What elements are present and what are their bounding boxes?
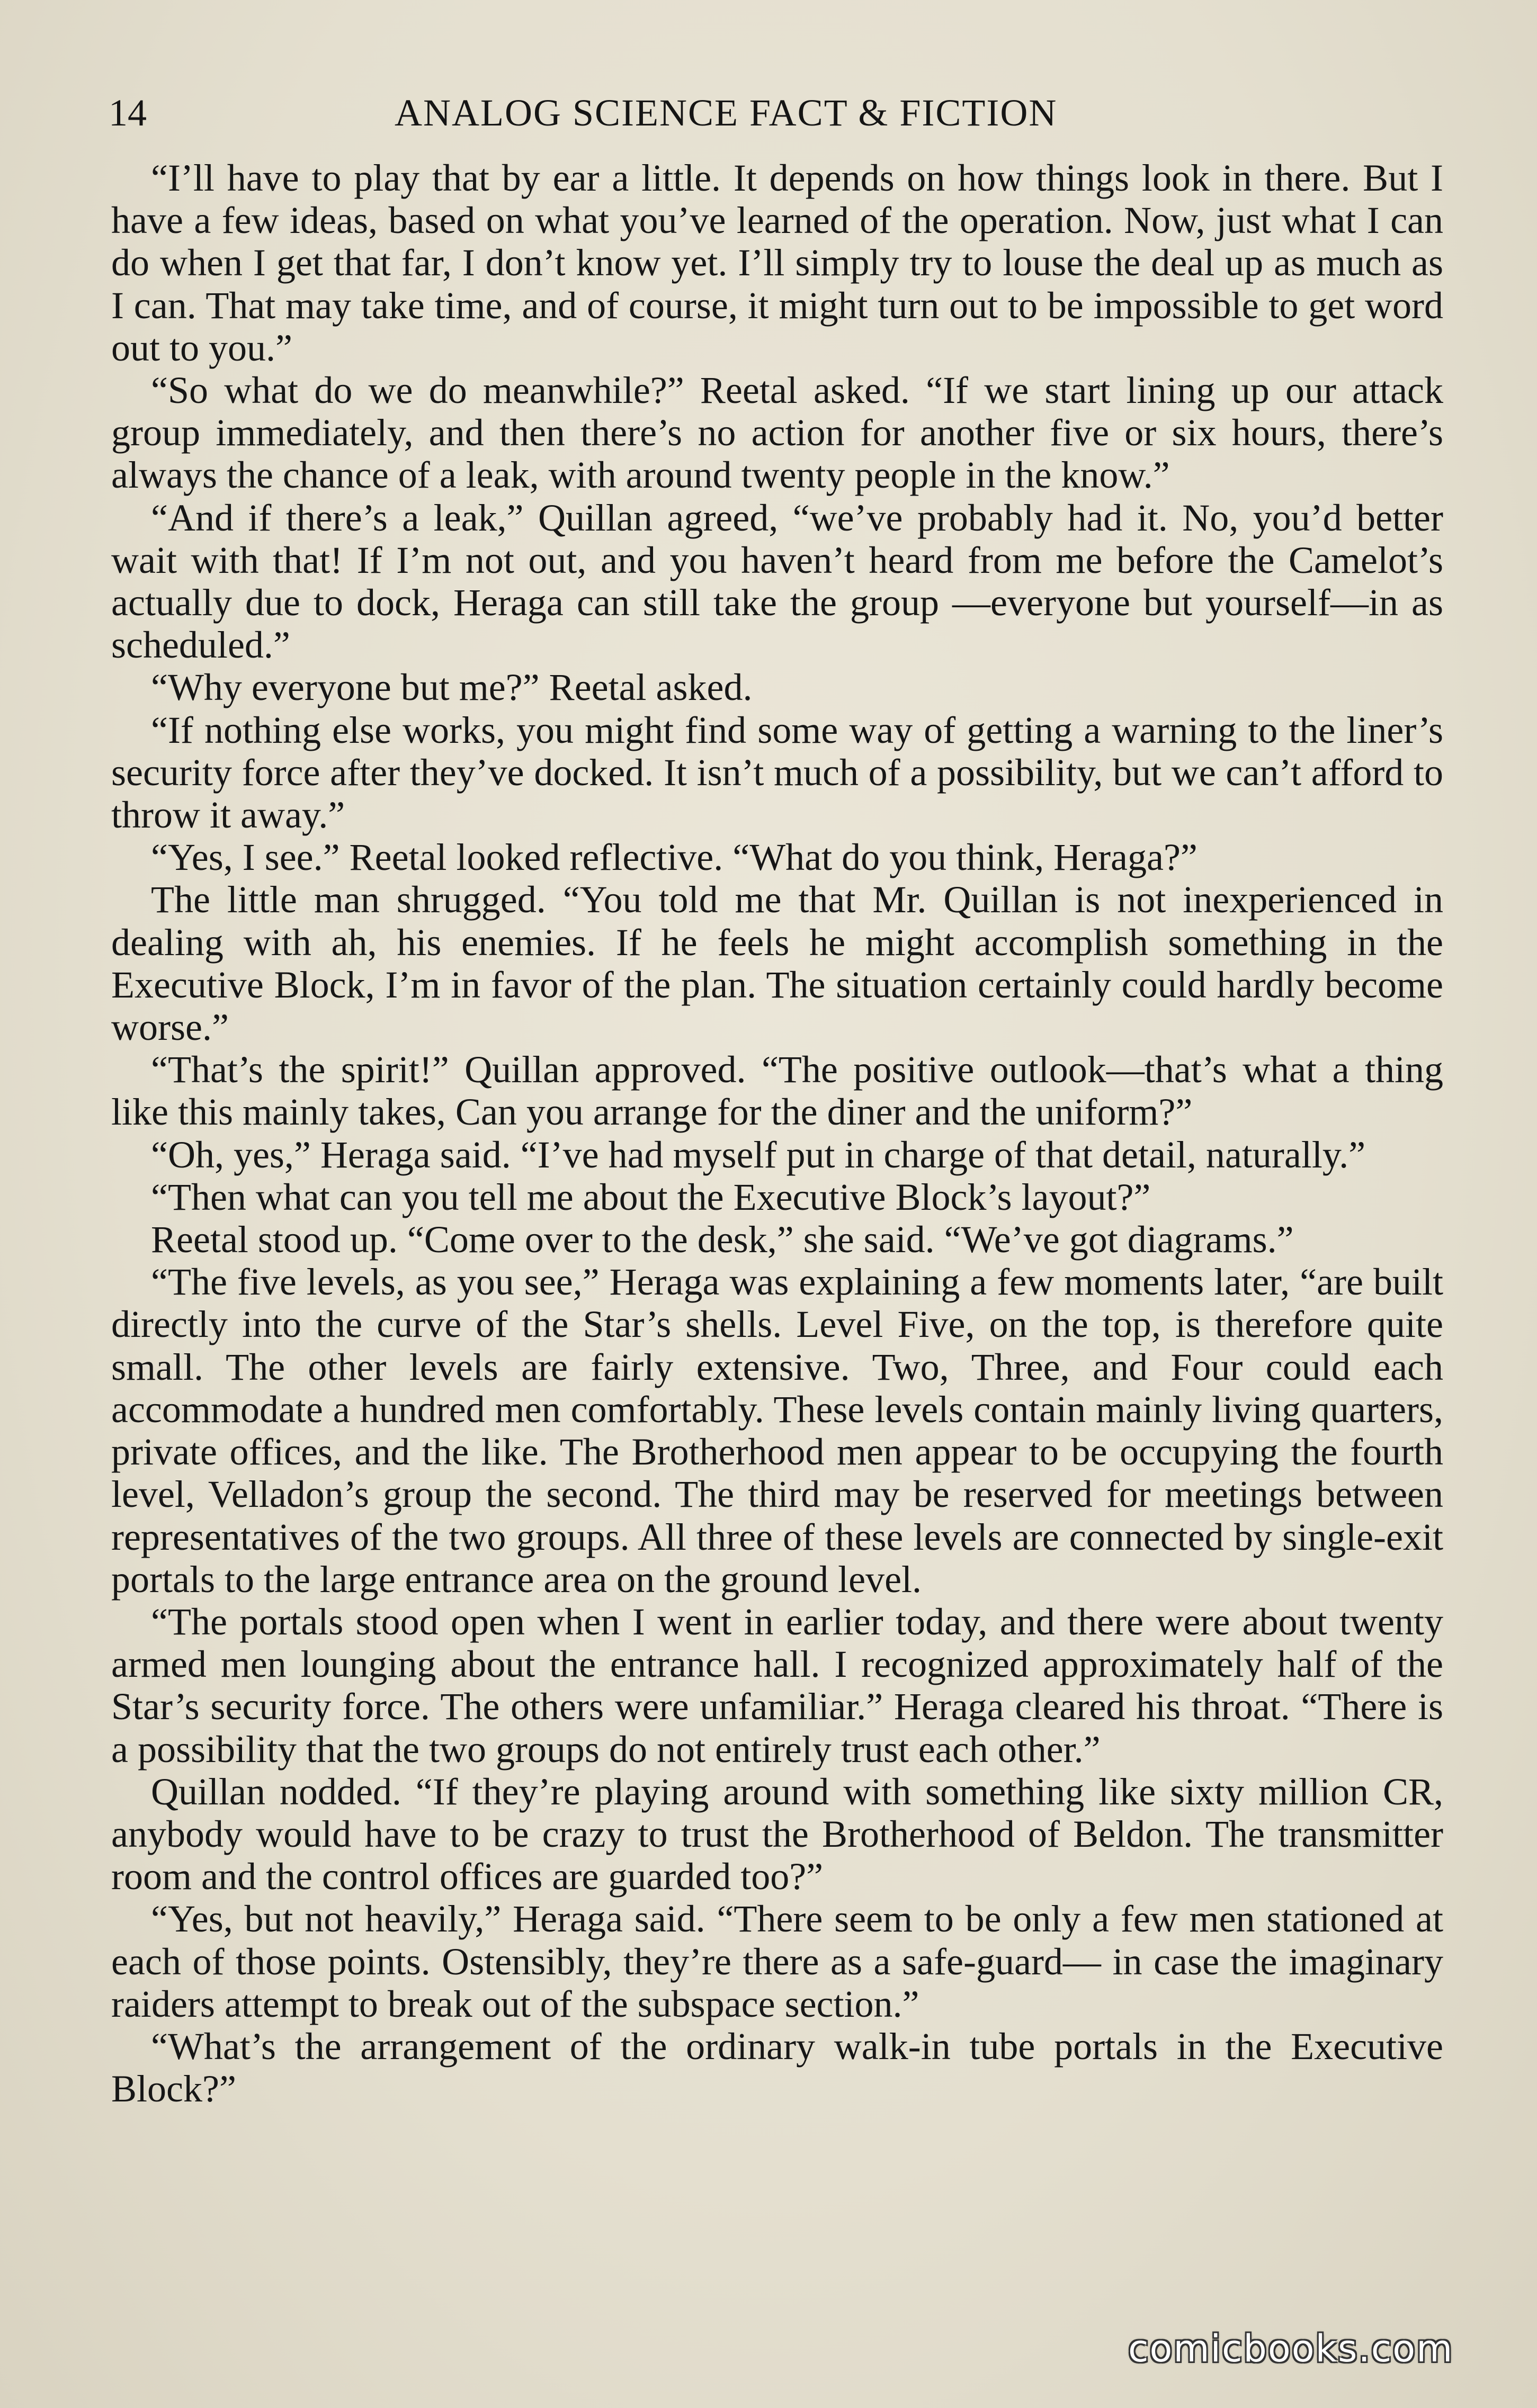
paragraph: “Yes, but not heavily,” Heraga said. “There seem to be only a few men stationed at each of those points. Ostensibly, they’re there as a safe-guard— in case the imaginary raiders attempt to break out of the subspace section.” [111, 1898, 1443, 2025]
site-watermark: comicbooks.com [1128, 2327, 1454, 2370]
paragraph: “Oh, yes,” Heraga said. “I’ve had myself put in charge of that detail, naturally.” [151, 1133, 1366, 1176]
paragraph: “Yes, I see.” Reetal looked reflective. “What do you think, Heraga?” [151, 836, 1198, 879]
paragraph: “I’ll have to play that by ear a little. It depends on how things look in there. But I have a few ideas, based on what you’ve learned of the operation. Now, just what I can do when I get that far, I don’t know yet. I’ll simply try to louse the deal up as much as I can. That may take time, and of course, it might turn out to be impossible to get word out to you.” [111, 157, 1443, 369]
page-number: 14 [109, 92, 147, 134]
story-text [111, 157, 1443, 2110]
paragraph: Reetal stood up. “Come over to the desk,” she said. “We’ve got diagrams.” [151, 1218, 1294, 1261]
running-title: ANALOG SCIENCE FACT & FICTION [395, 92, 1058, 134]
paragraph: “What’s the arrangement of the ordinary walk-in tube portals in the Executive Block?” [111, 2025, 1443, 2110]
paragraph: “The portals stood open when I went in earlier today, and there were about twenty armed men lounging about the entrance hall. I recognized approximately half of the Star’s security force. The others were unfamiliar.” Heraga cleared his throat. “There is a possibility that the two groups do not entirely trust each other.” [111, 1600, 1443, 1771]
paragraph: The little man shrugged. “You told me that Mr. Quillan is not inexperienced in dealing with ah, his enemies. If he feels he might accomplish something in the Executive Block, I’m in favor of the plan. The situation certainly could hardly become worse.” [111, 878, 1443, 1049]
page-header [109, 89, 1454, 137]
paragraph: “Then what can you tell me about the Executive Block’s layout?” [151, 1175, 1151, 1218]
paragraph: “The five levels, as you see,” Heraga was explaining a few moments later, “are built directly into the curve of the Star’s shells. Level Five, on the top, is therefore quite small. The other levels are fairly extensive. Two, Three, and Four could each accommodate a hundred men comfortably. These levels contain mainly living quarters, private offices, and the like. The Brotherhood men appear to be occupying the fourth level, Velladon’s group the second. The third may be reserved for meetings between representatives of the two groups. All three of these levels are connected by single-exit portals to the large entrance area on the ground level. [111, 1261, 1443, 1601]
paragraph: “If nothing else works, you might find some way of getting a warning to the liner’s security force after they’ve docked. It isn’t much of a possibility, but we can’t afford to throw it away.” [111, 708, 1443, 837]
paragraph: Quillan nodded. “If they’re playing around with something like sixty million CR, anybody would have to be crazy to trust the Brotherhood of Beldon. The transmitter room and the control offices are guarded too?” [111, 1770, 1443, 1898]
paragraph: “So what do we do meanwhile?” Reetal asked. “If we start lining up our attack group immediately, and then there’s no action for another five or six hours, there’s always the chance of a leak, with around twenty people in the know.” [111, 369, 1443, 497]
paragraph: “And if there’s a leak,” Quillan agreed, “we’ve probably had it. No, you’d better wait with that! If I’m not out, and you haven’t heard from me before the Camelot’s actually due to dock, Heraga can still take the group —everyone but yourself—in as scheduled.” [111, 496, 1443, 667]
paragraph: “Why everyone but me?” Reetal asked. [151, 666, 753, 709]
paragraph: “That’s the spirit!” Quillan approved. “The positive outlook—that’s what a thing like this mainly takes, Can you arrange for the diner and the uniform?” [111, 1048, 1443, 1134]
